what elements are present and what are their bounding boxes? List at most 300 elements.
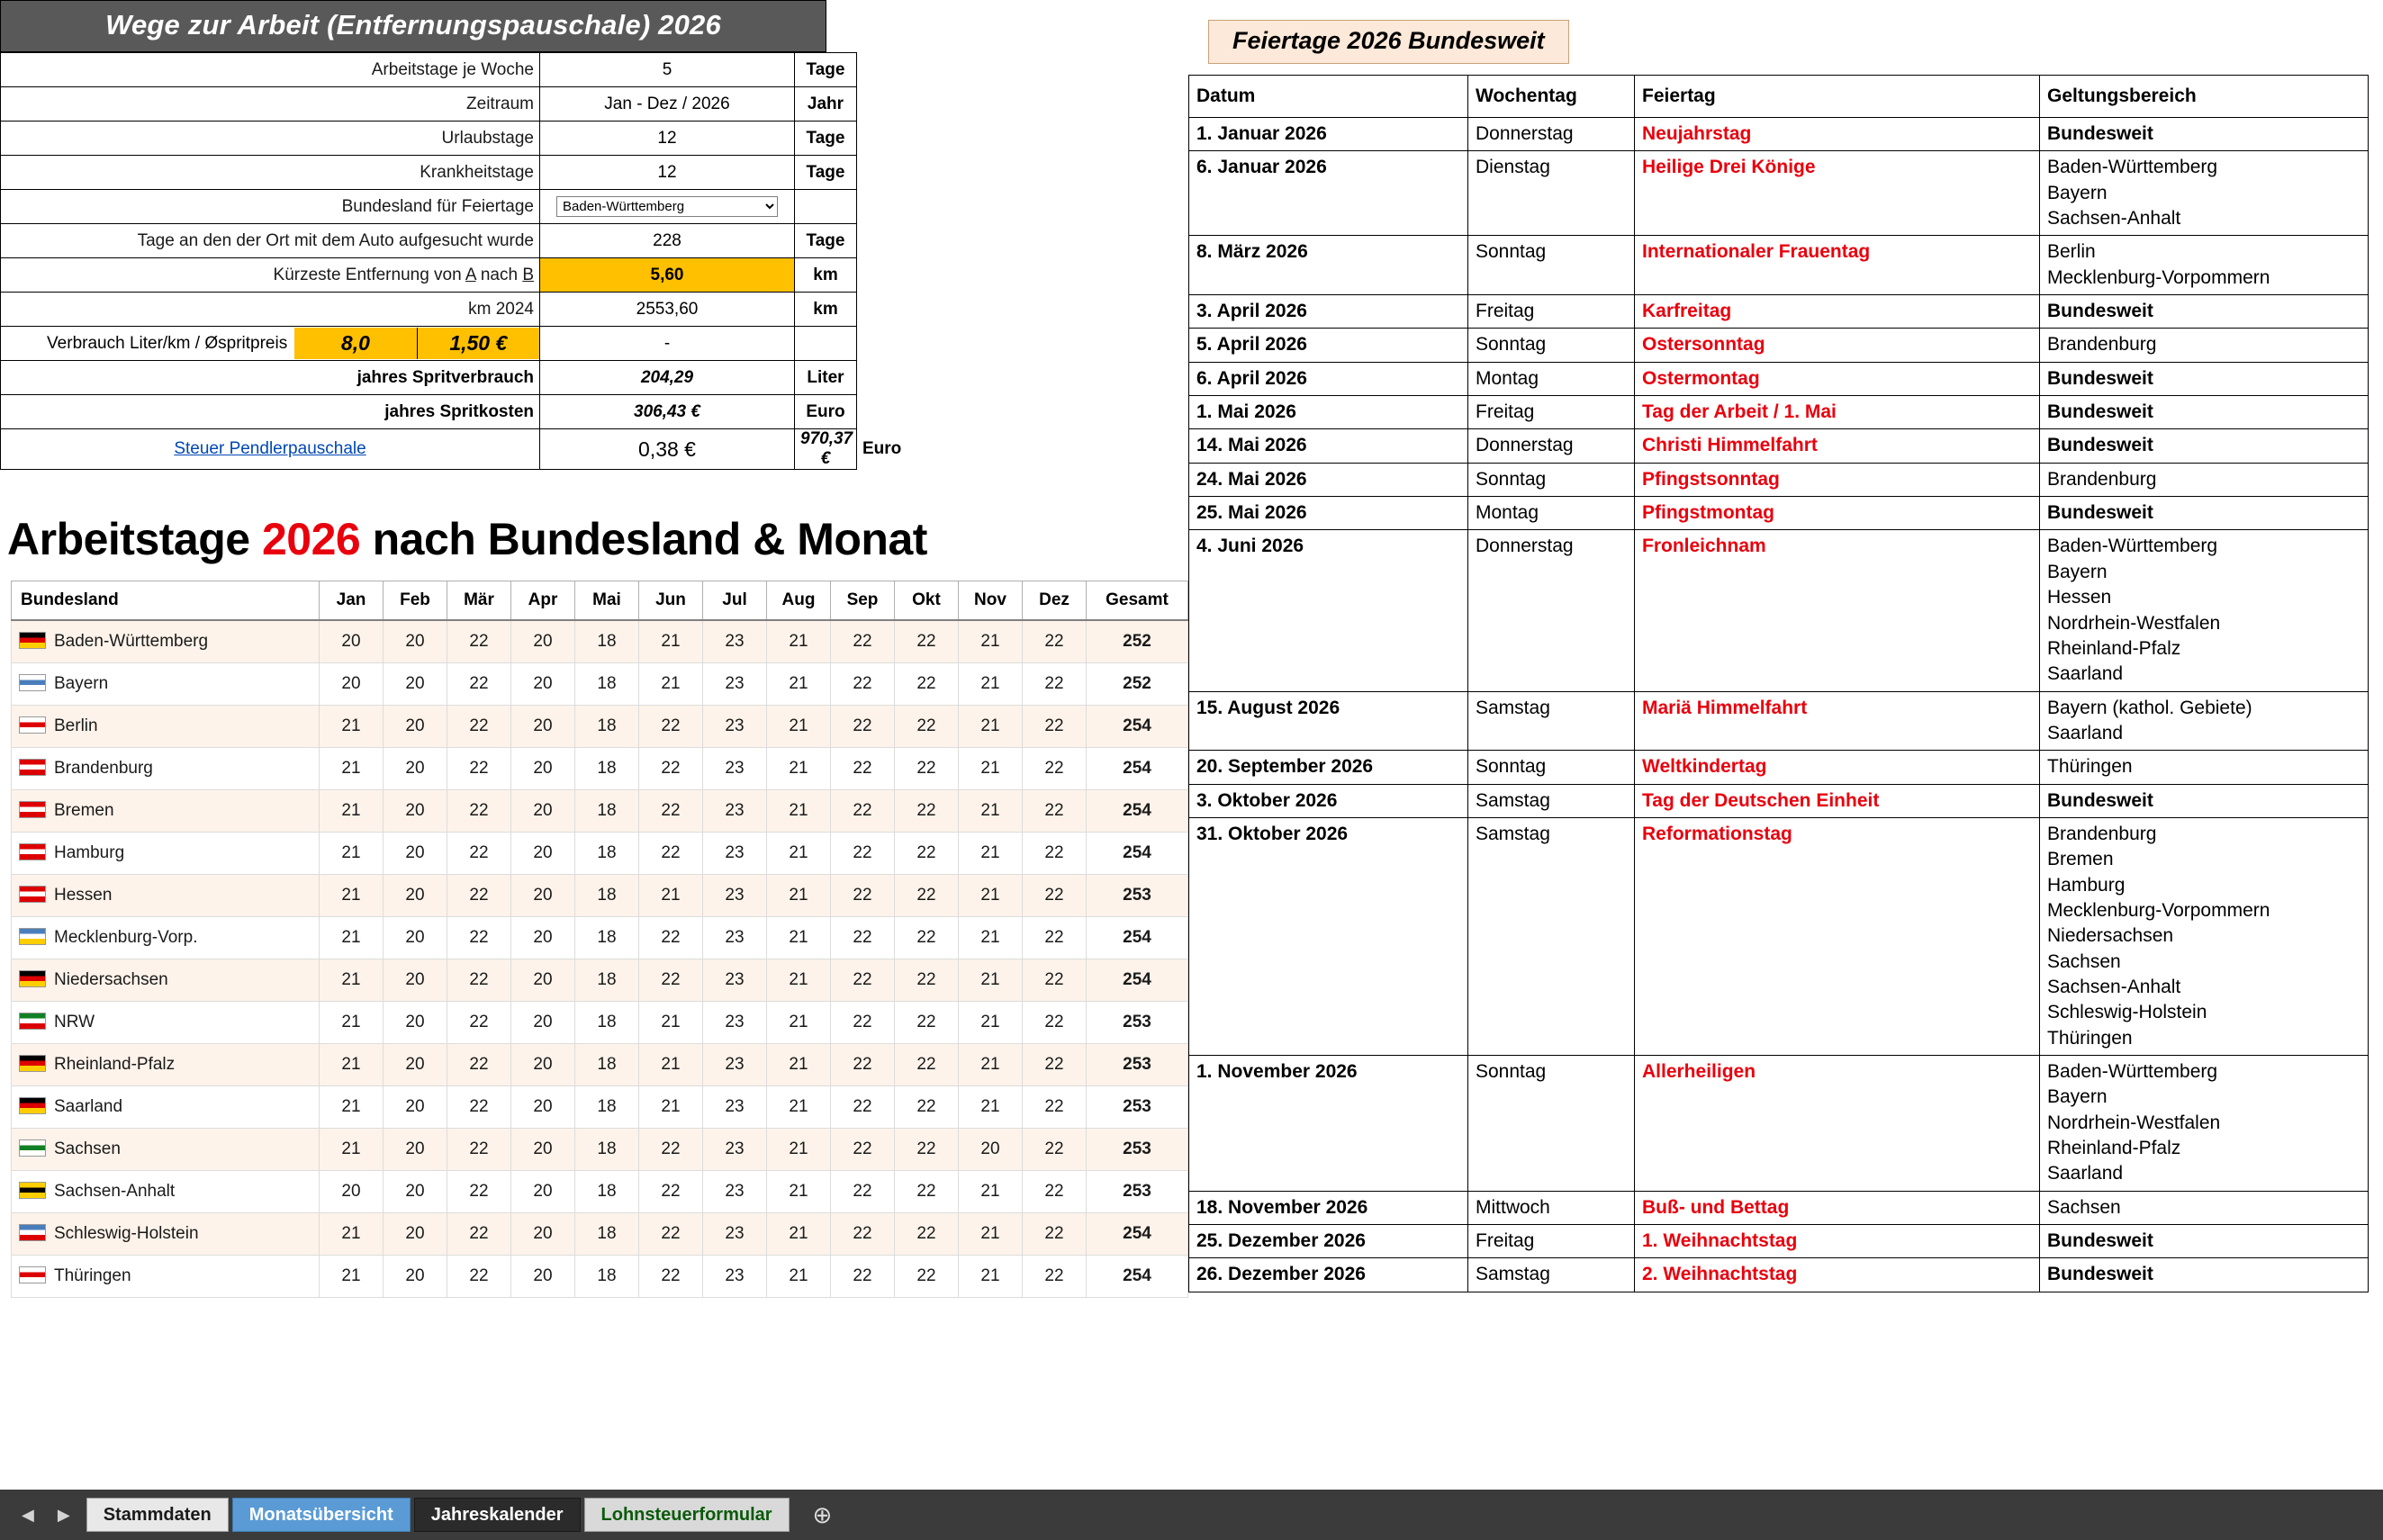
month-value-cell: 22 [831,1213,895,1256]
sheet-tab-stammdaten[interactable]: Stammdaten [86,1498,229,1532]
month-value-cell: 21 [320,748,384,790]
feiertage-table [1188,75,2369,1292]
month-value-cell: 22 [639,706,703,748]
wege-sum-unit: Euro [795,395,857,429]
month-value-cell: 22 [1023,620,1087,663]
feiertag-geltungsbereich [2040,463,2369,496]
table-row [12,833,1188,875]
month-value-cell: 20 [511,790,575,833]
month-value-cell: 18 [575,1044,639,1086]
month-value-cell: 23 [703,959,767,1002]
month-value-cell: 21 [767,875,831,917]
month-value-cell: 22 [447,790,511,833]
month-value-cell: 22 [895,1002,959,1044]
geltungsbereich-line: Bayern [2047,1086,2108,1108]
pendlerpauschale-link[interactable]: Steuer Pendlerpauschale [1,429,540,470]
verbrauch-value: - [540,327,795,361]
month-value-cell: 20 [511,663,575,706]
month-value-cell: 22 [447,1129,511,1171]
verbrauch-unit [795,327,857,361]
month-value-cell: 21 [320,1129,384,1171]
month-value-cell: 21 [320,706,384,748]
month-value-cell: 22 [1023,1129,1087,1171]
flag-icon [19,843,46,860]
month-value-cell: 20 [320,1171,384,1213]
month-value-cell: 21 [320,790,384,833]
month-value-cell: 22 [895,706,959,748]
month-value-cell: 20 [384,663,447,706]
feiertag-name: Reformationstag [1635,817,2040,1055]
month-value-cell: 22 [447,663,511,706]
gesamt-cell: 253 [1087,1044,1188,1086]
wege-row [1,122,857,156]
wege-row-unit: Tage [795,156,857,190]
feiertag-name: Weltkindertag [1635,751,2040,784]
feiertag-wochentag: Donnerstag [1468,118,1635,151]
month-value-cell: 21 [767,790,831,833]
gesamt-cell: 252 [1087,663,1188,706]
feiertag-name: Heilige Drei Könige [1635,151,2040,236]
month-value-cell: 22 [831,833,895,875]
month-value-cell: 21 [767,917,831,959]
geltungsbereich-line: Thüringen [2047,1027,2133,1049]
month-value-cell: 21 [320,875,384,917]
feiertag-row [1189,530,2369,691]
month-value-cell: 20 [384,875,447,917]
wege-row [1,87,857,122]
feiertag-datum: 8. März 2026 [1189,236,1468,295]
geltungsbereich-line: Saarland [2047,722,2124,743]
sheet-tab-jahreskalender[interactable]: Jahreskalender [414,1498,581,1532]
month-value-cell: 21 [320,1044,384,1086]
feiertag-row [1189,497,2369,530]
month-value-cell: 21 [959,1256,1023,1298]
month-value-cell: 21 [959,620,1023,663]
feiertag-name: 1. Weihnachtstag [1635,1225,2040,1258]
month-value-cell: 22 [831,1086,895,1129]
month-value-cell: 22 [1023,748,1087,790]
wege-row-label: Krankheitstage [1,156,540,190]
wege-table [0,52,902,470]
month-value-cell: 23 [703,1129,767,1171]
column-header: Jun [639,581,703,621]
bundesland-cell: Bremen [12,790,320,833]
month-value-cell: 22 [1023,706,1087,748]
geltungsbereich-line: Hessen [2047,587,2112,608]
bundesland-select[interactable] [556,196,778,217]
gesamt-cell: 254 [1087,1256,1188,1298]
month-value-cell: 21 [767,833,831,875]
flag-icon [19,970,46,987]
wege-sum-unit: Liter [795,361,857,395]
wege-row-value: Jan - Dez / 2026 [540,87,795,122]
month-value-cell: 21 [767,1129,831,1171]
feiertag-geltungsbereich [2040,497,2369,530]
feiertag-wochentag: Sonntag [1468,751,1635,784]
month-value-cell: 21 [767,1213,831,1256]
month-value-cell: 22 [895,1044,959,1086]
flag-icon [19,716,46,734]
column-header: Nov [959,581,1023,621]
month-value-cell: 18 [575,917,639,959]
flag-icon [19,674,46,691]
wege-row-value: 12 [540,156,795,190]
table-row [12,1256,1188,1298]
geltungsbereich-line: Bundesweit [2047,1264,2153,1285]
column-header: Okt [895,581,959,621]
month-value-cell: 20 [511,1213,575,1256]
wege-row [1,258,857,293]
wege-row-label: Arbeitstage je Woche [1,53,540,87]
month-value-cell: 20 [384,1086,447,1129]
feiertag-wochentag: Sonntag [1468,329,1635,362]
feiertag-row [1189,362,2369,395]
month-value-cell: 22 [1023,1044,1087,1086]
month-value-cell: 22 [1023,663,1087,706]
month-value-cell: 22 [1023,833,1087,875]
feiertag-wochentag: Donnerstag [1468,429,1635,463]
month-value-cell: 21 [320,1002,384,1044]
month-value-cell: 21 [767,706,831,748]
month-value-cell: 20 [511,917,575,959]
feiertag-row [1189,817,2369,1055]
month-value-cell: 22 [1023,875,1087,917]
geltungsbereich-line: Bundesweit [2047,1230,2153,1252]
column-header: Jan [320,581,384,621]
verbrauch-liter[interactable]: 8,0 [294,328,416,359]
sheet-tab-bar [0,1490,2383,1540]
spritpreis[interactable]: 1,50 € [417,328,539,359]
feiertage-title: Feiertage 2026 Bundesweit [1208,20,1569,64]
month-value-cell: 20 [511,959,575,1002]
feiertag-name: Karfreitag [1635,295,2040,329]
month-value-cell: 22 [639,1213,703,1256]
feiertag-name: Neujahrstag [1635,118,2040,151]
gesamt-cell: 253 [1087,875,1188,917]
wege-row [1,224,857,258]
geltungsbereich-line: Rheinland-Pfalz [2047,637,2181,659]
sheet-tab-monats-bersicht[interactable]: Monatsübersicht [232,1498,411,1532]
month-value-cell: 22 [1023,917,1087,959]
month-value-cell: 20 [959,1129,1023,1171]
geltungsbereich-line: Saarland [2047,1163,2124,1184]
feiertag-wochentag: Sonntag [1468,1056,1635,1192]
sheet-nav-arrows[interactable] [22,1506,70,1525]
geltungsbereich-line: Berlin [2047,241,2096,263]
flag-icon [19,1266,46,1283]
flag-icon [19,1097,46,1114]
month-value-cell: 22 [639,1256,703,1298]
month-value-cell: 22 [895,748,959,790]
wege-zur-arbeit-panel [0,0,902,470]
month-value-cell: 22 [831,917,895,959]
feiertag-wochentag: Montag [1468,497,1635,530]
column-header: Mär [447,581,511,621]
wege-row [1,190,857,224]
month-value-cell: 22 [639,1171,703,1213]
month-value-cell: 18 [575,663,639,706]
feiertag-wochentag: Donnerstag [1468,530,1635,691]
month-value-cell: 21 [767,663,831,706]
month-value-cell: 18 [575,1213,639,1256]
month-value-cell: 22 [895,1213,959,1256]
month-value-cell: 21 [959,1171,1023,1213]
geltungsbereich-line: Bundesweit [2047,789,2153,811]
feiertag-geltungsbereich [2040,118,2369,151]
month-value-cell: 22 [831,1044,895,1086]
feiertag-row [1189,396,2369,429]
feiertag-row [1189,691,2369,751]
geltungsbereich-line: Brandenburg [2047,334,2157,356]
month-value-cell: 22 [447,833,511,875]
month-value-cell: 23 [703,1256,767,1298]
month-value-cell: 22 [447,1213,511,1256]
month-value-cell: 21 [959,1086,1023,1129]
wege-sum-value: 204,29 [540,361,795,395]
geltungsbereich-line: Bundesweit [2047,502,2153,524]
wege-row-unit: km [795,258,857,293]
month-value-cell: 21 [320,917,384,959]
month-value-cell: 20 [511,1002,575,1044]
feiertag-datum: 25. Mai 2026 [1189,497,1468,530]
month-value-cell: 21 [639,875,703,917]
prev-sheet-icon[interactable]: ◀ [22,1505,34,1524]
month-value-cell: 18 [575,1171,639,1213]
month-value-cell: 20 [384,706,447,748]
feiertag-datum: 4. Juni 2026 [1189,530,1468,691]
feiertag-datum: 20. September 2026 [1189,751,1468,784]
add-sheet-icon[interactable]: ⊕ [812,1501,833,1528]
month-value-cell: 20 [511,1086,575,1129]
gesamt-cell: 254 [1087,959,1188,1002]
geltungsbereich-line: Bremen [2047,849,2114,870]
bundesland-cell: Sachsen [12,1129,320,1171]
month-value-cell: 21 [320,1213,384,1256]
sheet-tab-lohnsteuerformular[interactable]: Lohnsteuerformular [584,1498,790,1532]
feiertag-geltungsbereich [2040,1225,2369,1258]
heading-part-pre: Arbeitstage [7,514,262,564]
month-value-cell: 21 [767,1002,831,1044]
wege-row-label: Tage an den der Ort mit dem Auto aufgesucht wurde [1,224,540,258]
month-value-cell: 18 [575,1086,639,1129]
feiertag-wochentag: Freitag [1468,295,1635,329]
month-value-cell: 22 [831,875,895,917]
month-value-cell: 20 [384,1129,447,1171]
feiertag-datum: 5. April 2026 [1189,329,1468,362]
feiertag-name: Pfingstmontag [1635,497,2040,530]
wege-sum-value: 306,43 € [540,395,795,429]
feiertag-datum: 18. November 2026 [1189,1191,1468,1224]
table-row [12,1129,1188,1171]
gesamt-cell: 253 [1087,1002,1188,1044]
geltungsbereich-line: Sachsen-Anhalt [2047,208,2181,230]
feiertag-datum: 31. Oktober 2026 [1189,817,1468,1055]
column-header: Gesamt [1087,581,1188,621]
wege-row-value: 2553,60 [540,293,795,327]
feiertag-row [1189,236,2369,295]
geltungsbereich-line: Bayern [2047,561,2108,582]
month-value-cell: 21 [320,1086,384,1129]
month-value-cell: 18 [575,1129,639,1171]
month-value-cell: 22 [831,663,895,706]
feiertag-geltungsbereich [2040,236,2369,295]
feiertag-wochentag: Montag [1468,362,1635,395]
month-value-cell: 21 [959,1044,1023,1086]
feiertag-name: Pfingstsonntag [1635,463,2040,496]
geltungsbereich-line: Hamburg [2047,874,2126,896]
geltungsbereich-line: Thüringen [2047,756,2133,778]
month-value-cell: 22 [447,748,511,790]
gesamt-cell: 254 [1087,790,1188,833]
flag-icon [19,632,46,649]
bundesland-cell: Berlin [12,706,320,748]
table-row [12,1086,1188,1129]
month-value-cell: 22 [1023,1002,1087,1044]
feiertag-geltungsbereich [2040,396,2369,429]
month-value-cell: 18 [575,1002,639,1044]
month-value-cell: 21 [959,706,1023,748]
feiertag-datum: 14. Mai 2026 [1189,429,1468,463]
month-value-cell: 23 [703,917,767,959]
month-value-cell: 21 [767,1256,831,1298]
feiertag-name: 2. Weihnachtstag [1635,1258,2040,1292]
geltungsbereich-line: Rheinland-Pfalz [2047,1138,2181,1159]
feiertag-datum: 6. April 2026 [1189,362,1468,395]
month-value-cell: 21 [639,1086,703,1129]
geltungsbereich-line: Sachsen-Anhalt [2047,976,2181,997]
month-value-cell: 21 [959,663,1023,706]
month-value-cell: 22 [639,917,703,959]
bundesland-cell: NRW [12,1002,320,1044]
gesamt-cell: 253 [1087,1086,1188,1129]
month-value-cell: 22 [895,1086,959,1129]
month-value-cell: 22 [447,1002,511,1044]
month-value-cell: 21 [959,959,1023,1002]
month-value-cell: 22 [447,706,511,748]
feiertag-datum: 1. Januar 2026 [1189,118,1468,151]
verbrauch-row [1,327,857,361]
month-value-cell: 20 [511,1256,575,1298]
month-value-cell: 23 [703,1171,767,1213]
wege-row [1,156,857,190]
month-value-cell: 21 [639,1044,703,1086]
month-value-cell: 21 [959,833,1023,875]
geltungsbereich-line: Baden-Württemberg [2047,1061,2218,1082]
feiertag-geltungsbereich [2040,429,2369,463]
month-value-cell: 22 [639,1129,703,1171]
feiertag-geltungsbereich [2040,691,2369,751]
month-value-cell: 22 [895,875,959,917]
wege-row-label: Urlaubstage [1,122,540,156]
month-value-cell: 23 [703,790,767,833]
feiertag-datum: 25. Dezember 2026 [1189,1225,1468,1258]
feiertag-wochentag: Dienstag [1468,151,1635,236]
month-value-cell: 22 [895,917,959,959]
month-value-cell: 18 [575,1256,639,1298]
heading-part-post: nach Bundesland & Monat [360,514,927,564]
feiertag-wochentag: Freitag [1468,396,1635,429]
month-value-cell: 22 [447,1256,511,1298]
bundesland-select-cell[interactable] [540,190,795,224]
feiertag-datum: 1. Mai 2026 [1189,396,1468,429]
gesamt-cell: 253 [1087,1129,1188,1171]
feiertag-name: Fronleichnam [1635,530,2040,691]
month-value-cell: 22 [447,1086,511,1129]
month-value-cell: 22 [831,748,895,790]
table-row [12,620,1188,663]
month-value-cell: 21 [767,620,831,663]
month-value-cell: 22 [639,833,703,875]
next-sheet-icon[interactable]: ▶ [57,1505,70,1524]
table-row [12,790,1188,833]
month-value-cell: 20 [511,748,575,790]
month-value-cell: 21 [959,875,1023,917]
month-value-cell: 22 [1023,1171,1087,1213]
month-value-cell: 20 [384,1044,447,1086]
month-value-cell: 22 [831,1129,895,1171]
month-value-cell: 21 [959,748,1023,790]
feiertag-row [1189,751,2369,784]
feiertag-geltungsbereich [2040,151,2369,236]
feiertag-name: Christi Himmelfahrt [1635,429,2040,463]
feiertag-name: Ostermontag [1635,362,2040,395]
feiertag-row [1189,1191,2369,1224]
bundesland-cell: Bayern [12,663,320,706]
month-value-cell: 22 [895,1171,959,1213]
feiertag-geltungsbereich [2040,751,2369,784]
feiertag-geltungsbereich [2040,295,2369,329]
wege-row-value: 12 [540,122,795,156]
gesamt-cell: 254 [1087,833,1188,875]
month-value-cell: 18 [575,748,639,790]
month-value-cell: 22 [447,1171,511,1213]
feiertage-header-row [1189,76,2369,118]
pendlerpauschale-row: Steuer Pendlerpauschale 0,38 € 970,37 € Euro [1,429,857,470]
table-row [12,917,1188,959]
table-row [12,1044,1188,1086]
month-value-cell: 23 [703,1213,767,1256]
page-title: Wege zur Arbeit (Entfernungspauschale) 2026 [0,0,826,52]
month-value-cell: 21 [320,959,384,1002]
month-value-cell: 20 [384,748,447,790]
feiertage-column-header: Datum [1189,76,1468,118]
flag-icon [19,886,46,903]
feiertag-name: Mariä Himmelfahrt [1635,691,2040,751]
wege-row-label: km 2024 [1,293,540,327]
bundesland-cell: Schleswig-Holstein [12,1213,320,1256]
feiertage-panel [1188,20,2368,1292]
month-value-cell: 20 [511,833,575,875]
month-value-cell: 20 [384,1002,447,1044]
column-header: Dez [1023,581,1087,621]
geltungsbereich-line: Baden-Württemberg [2047,157,2218,178]
month-value-cell: 22 [447,875,511,917]
arbeitstage-heading [7,513,927,565]
feiertag-geltungsbereich [2040,1258,2369,1292]
month-value-cell: 21 [959,1213,1023,1256]
geltungsbereich-line: Nordrhein-Westfalen [2047,1112,2221,1133]
wege-row-unit: Tage [795,224,857,258]
month-value-cell: 20 [384,1213,447,1256]
month-value-cell: 22 [831,1171,895,1213]
table-header-row [12,581,1188,621]
table-row [12,1213,1188,1256]
feiertag-row [1189,463,2369,496]
flag-icon [19,1139,46,1157]
geltungsbereich-line: Bayern (kathol. Gebiete) [2047,697,2252,718]
pendlerpauschale-rate: 0,38 € [540,429,795,470]
month-value-cell: 20 [511,1171,575,1213]
